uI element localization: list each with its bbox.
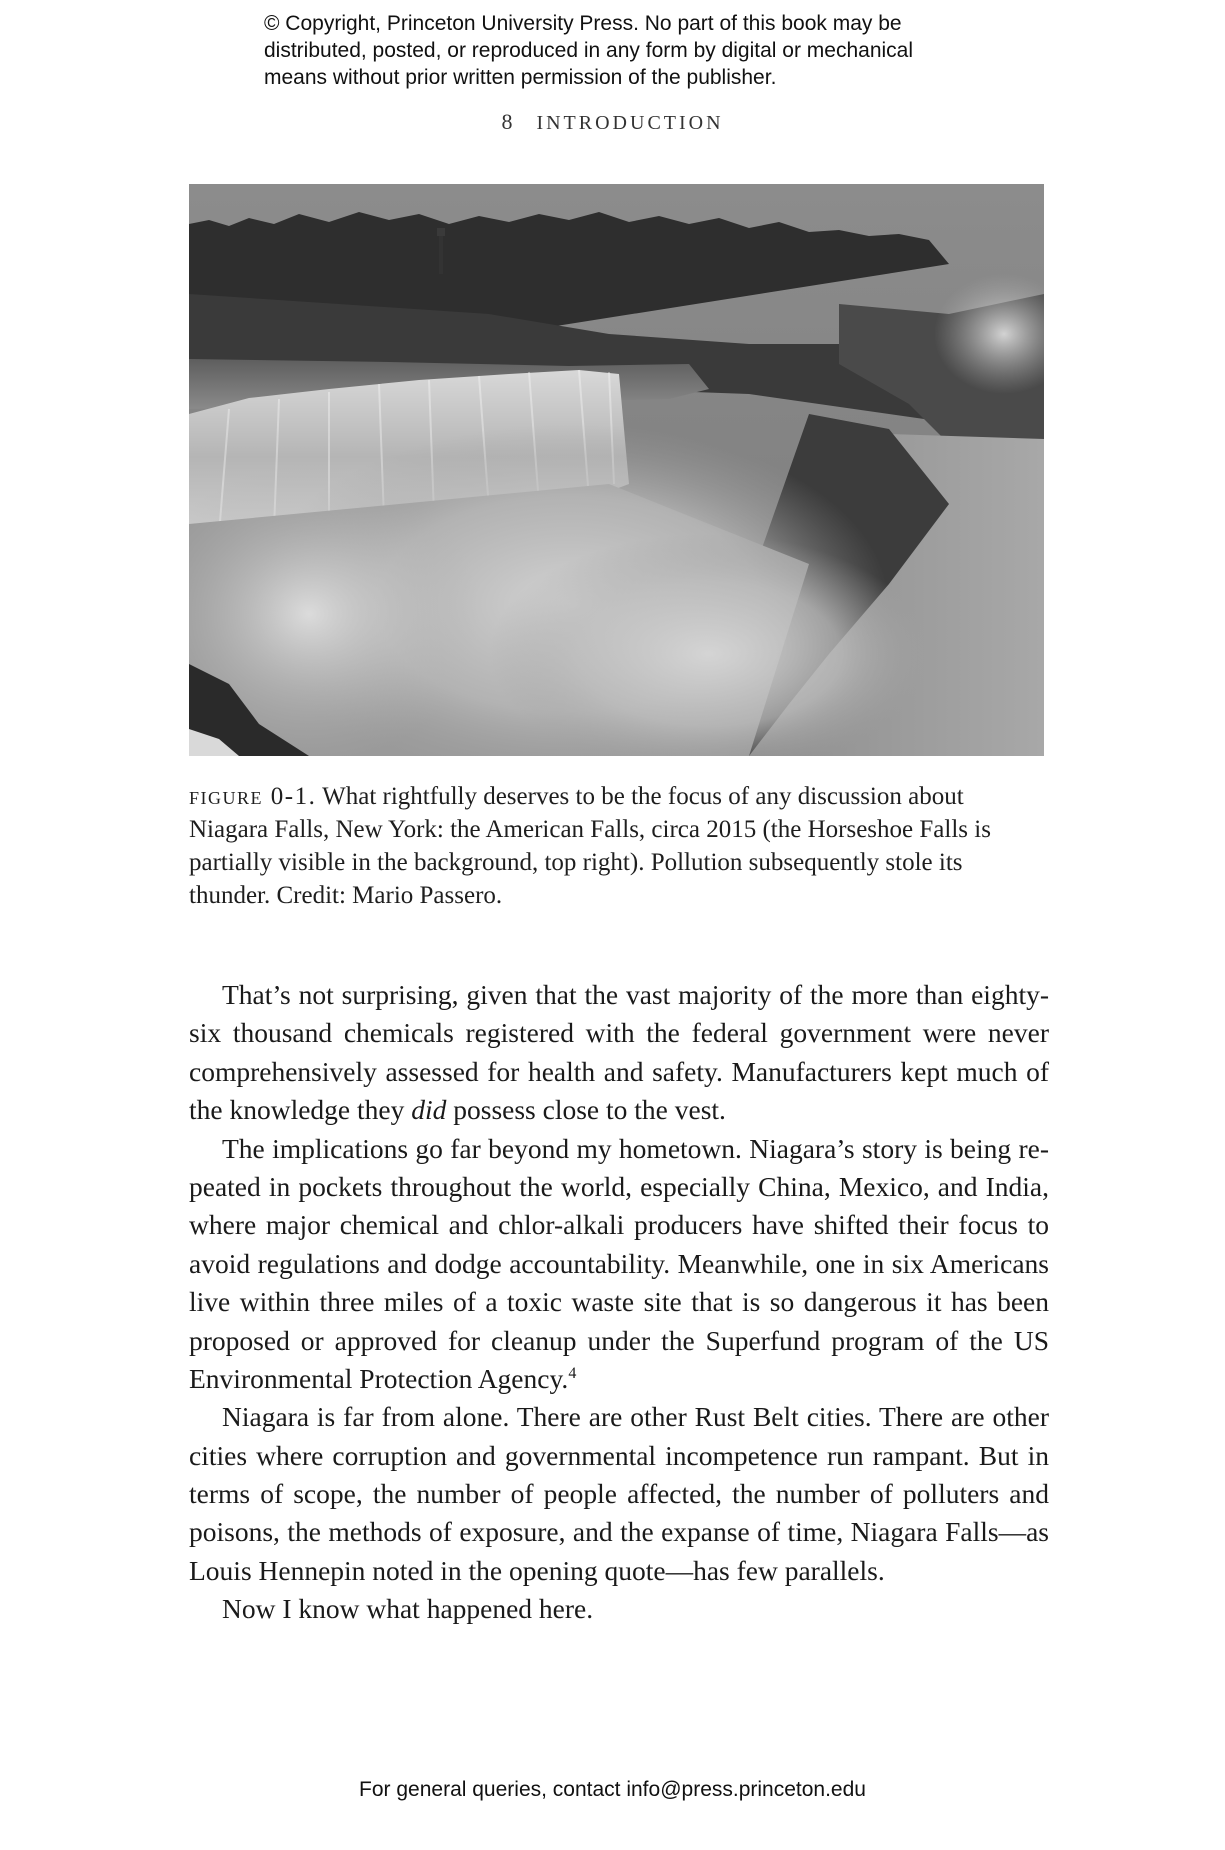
section-title: INTRODUCTION (536, 112, 724, 134)
paragraph-line: poisons, the methods of exposure, and the expanse of time, Niagara Falls—as (189, 1516, 1049, 1548)
caption-line: Niagara Falls, New York: the American Falls, circa 2015 (the Horseshoe Falls is (189, 816, 991, 843)
footnote-marker[interactable]: 4 (568, 1364, 577, 1382)
niagara-falls-photo (189, 184, 1044, 756)
paragraph-line: where major chemical and chlor-alkali producers have shifted their focus to (189, 1209, 1049, 1241)
paragraph-line: That’s not surprising, given that the vast majority of the more than eighty- (222, 979, 1049, 1010)
paragraph-line: proposed or approved for cleanup under the Superfund program of the US (189, 1324, 1049, 1356)
paragraph-line: The implications go far beyond my hometown. Niagara’s story is being re- (222, 1132, 1049, 1164)
caption-line: thunder. Credit: Mario Passero. (189, 882, 503, 909)
copyright-line: © Copyright, Princeton University Press. No part of this book may be (264, 12, 902, 35)
paragraph-line: Now I know what happened here. (222, 1593, 594, 1625)
copyright-line: means without prior written permission of the publisher. (264, 66, 777, 89)
body-text (189, 976, 1049, 1629)
figure-label: figure 0-1. (189, 783, 317, 810)
text-run: the knowledge they (189, 1094, 412, 1126)
footer-contact: For general queries, contact info@press.princeton.edu (359, 1778, 866, 1801)
paragraph-line (189, 1360, 1049, 1398)
caption-line (189, 780, 1049, 813)
paragraph-line: Niagara is far from alone. There are other Rust Belt cities. There are other (222, 1401, 1049, 1433)
paragraph-line: cities where corruption and governmental incompetence run rampant. But in (189, 1439, 1049, 1471)
paragraph-line: six thousand chemicals registered with the federal government were never (189, 1017, 1049, 1049)
running-head (0, 109, 1225, 135)
paragraph-line: comprehensively assessed for health and safety. Manufacturers kept much of (189, 1055, 1049, 1087)
caption-line: partially visible in the background, top right). Pollution subsequently stole its (189, 849, 963, 876)
paragraph-line: avoid regulations and dodge accountability. Meanwhile, one in six Americans (189, 1247, 1049, 1279)
copyright-notice (264, 10, 984, 91)
paragraph-line (189, 1091, 1049, 1129)
text-run: possess close to the vest. (446, 1094, 726, 1126)
paragraph-line: live within three miles of a toxic waste site that is so dangerous it has been (189, 1286, 1049, 1318)
waterfall-illustration (189, 184, 1044, 756)
emphasis: did (411, 1094, 447, 1126)
paragraph-line: terms of scope, the number of people affected, the number of polluters and (189, 1478, 1049, 1510)
paragraph-line: Louis Hennepin noted in the opening quote—has few parallels. (189, 1554, 885, 1586)
caption-text: What rightfully deserves to be the focus of any discussion about (316, 783, 964, 810)
page-number: 8 (501, 109, 513, 134)
figure-caption (189, 780, 1049, 912)
text-run: Environmental Protection Agency. (189, 1362, 569, 1394)
paragraph-line: peated in pockets throughout the world, especially China, Mexico, and India, (189, 1170, 1049, 1202)
copyright-line: distributed, posted, or reproduced in any form by digital or mechanical (264, 39, 914, 62)
